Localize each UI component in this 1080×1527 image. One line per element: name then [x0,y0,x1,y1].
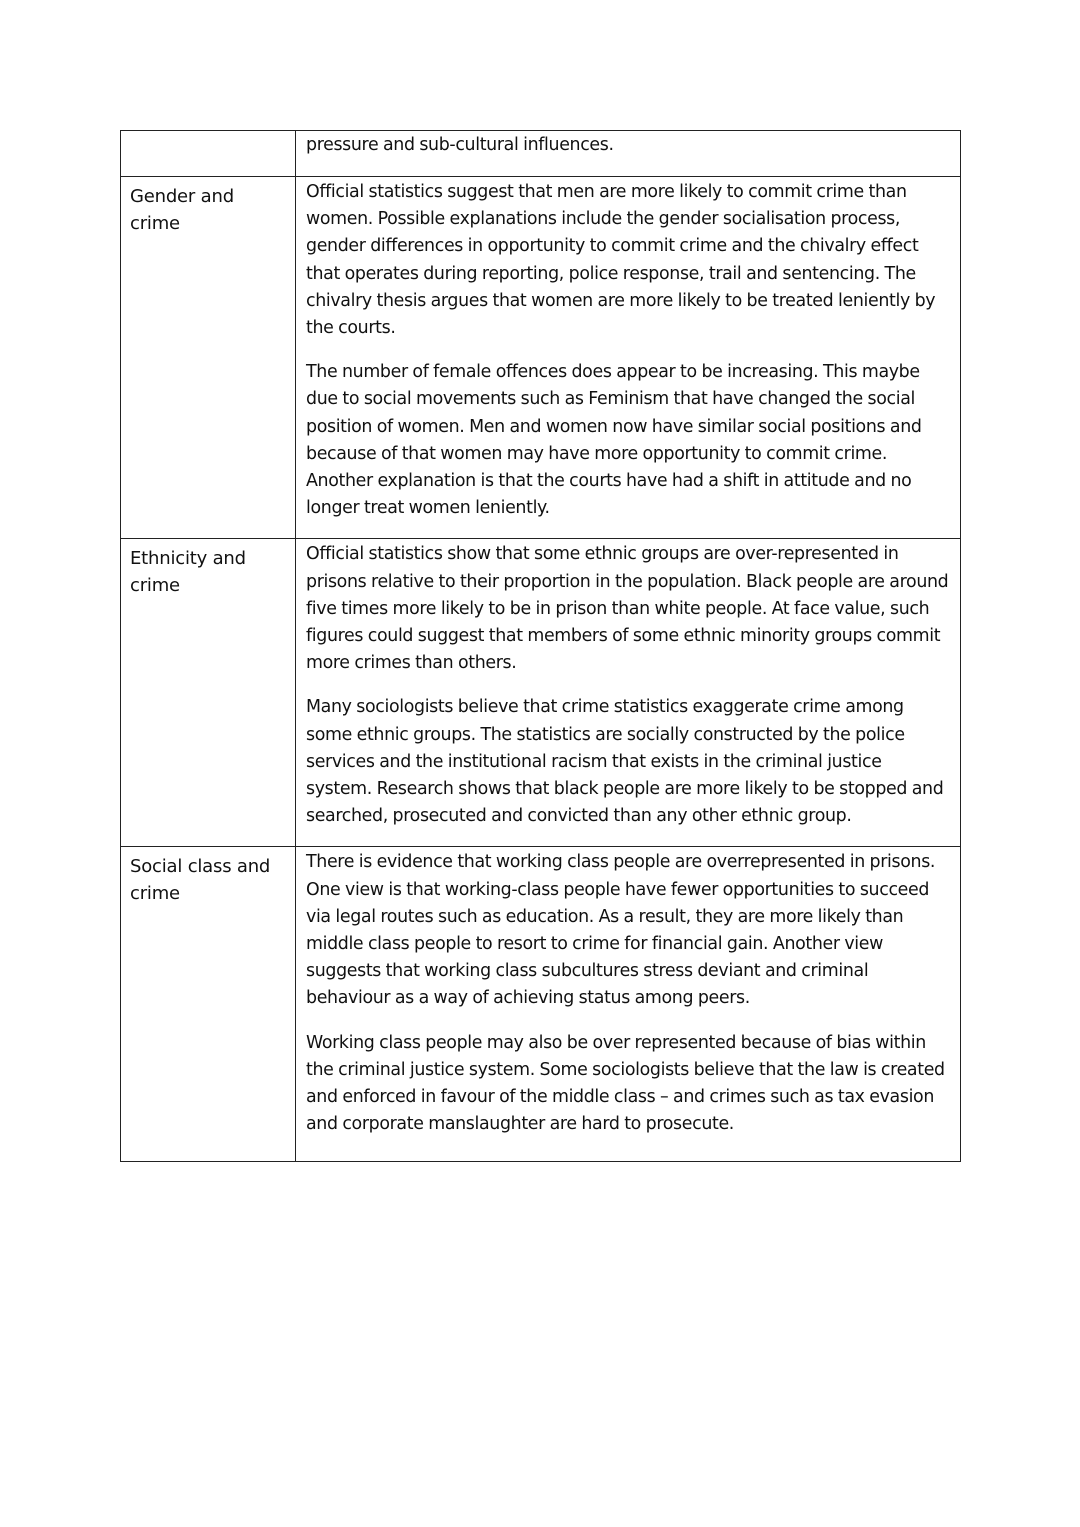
table-row-ethnicity [121,539,961,847]
ethnicity-paragraph-2: Many sociologists believe that crime statistics exaggerate crime among some ethnic groups. The statistics are socially constructed by the police services and the institutional racism that exists in the criminal justice system. Research shows that black people are more likely to be stopped and searched, prosecuted and convicted than any other ethnic group. [306,697,944,827]
table-row-social-class [121,847,961,1161]
body-cell-ethnicity [296,539,961,847]
table-row-continuation [121,131,961,177]
topic-label-ethnicity: Ethnicity and crime [121,539,296,847]
notes-table [120,130,961,1162]
social-class-paragraph-2: Working class people may also be over represented because of bias within the criminal justice system. Some sociologists believe that the law is created and enforced in favour of the middle class – and crimes such as tax evasion and corporate manslaughter are hard to prosecute. [306,1032,945,1135]
continuation-paragraph: pressure and sub-cultural influences. [306,135,614,155]
gender-paragraph-2: The number of female offences does appear to be increasing. This maybe due to social movements such as Feminism that have changed the social position of women. Men and women now have similar social positions and because of that women may have more opportunity to commit crime. Another explanation is that the courts have had a shift in attitude and no longer treat women leniently. [306,362,922,519]
topic-label-gender: Gender and crime [121,177,296,539]
social-class-paragraph-1: There is evidence that working class people are overrepresented in prisons. One view is that working-class people have fewer opportunities to succeed via legal routes such as education. As a result, they are more likely than middle class people to resort to crime for financial gain. Another view suggests that working class subcultures stress deviant and criminal behaviour as a way of achieving status among peers. [306,852,936,1009]
table-row-gender [121,177,961,539]
topic-label-social-class: Social class and crime [121,847,296,1161]
body-cell-continuation [296,131,961,177]
ethnicity-paragraph-1: Official statistics show that some ethnic groups are over-represented in prisons relative to their proportion in the population. Black people are around five times more likely to be in prison than white people. At face value, such figures could suggest that members of some ethnic minority groups commit more crimes than others. [306,544,949,674]
gender-paragraph-1: Official statistics suggest that men are more likely to commit crime than women. Possible explanations include the gender socialisation process, gender differences in opportunity to commit crime and the chivalry effect that operates during reporting, police response, trail and sentencing. The chivalry thesis argues that women are more likely to be treated leniently by the courts. [306,182,936,339]
topic-cell-empty [121,131,296,177]
body-cell-gender [296,177,961,539]
body-cell-social-class [296,847,961,1161]
